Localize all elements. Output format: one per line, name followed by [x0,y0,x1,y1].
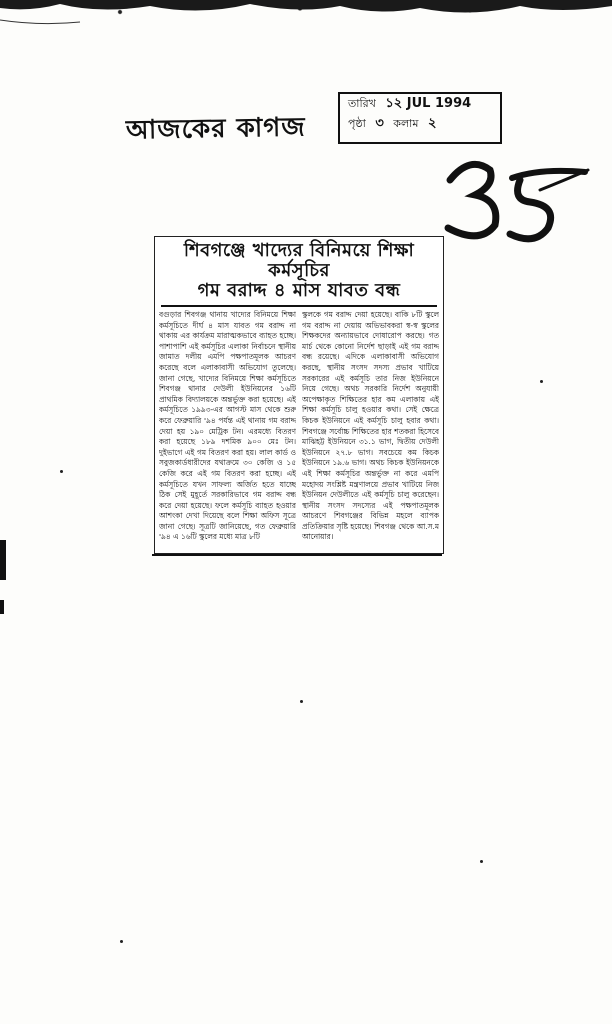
stamp-date-label: তারিখ [348,97,376,110]
headline-line-1: শিবগঞ্জে খাদ্যের বিনিময়ে শিক্ষা কর্মসূচির [183,240,415,281]
ink-speck [480,860,483,863]
ink-speck [300,700,303,703]
stamp-page-value: ৩ [375,116,384,131]
article-column-2: স্কুলকে গম বরাদ্দ দেয়া হয়েছে। বাকি ৮টি স্কুলে গম বরাদ্দ না দেয়ায় অভিভাবকরা স্ব-স্ব স্কুলের শিক্ষকদের অন্যায়ভাবে দোষারোপ করছে। গত মার্চ থেকে কোনো নির্দেশ ছাড়াই এই গম বরাদ্দ বন্ধ রয়েছে। এদিকে এলাকাবাসী অভিযোগ করছে, স্থানীয় সংসদ সদস্য প্রভাব খাটিয়ে সরকারের এই কর্মসূচি তার নিজ ইউনিয়নে নিয়ে গেছে। অথচ সরকারি নির্দেশ অনুযায়ী অপেক্ষাকৃত শিক্ষিতের হার কম এলাকায় এই শিক্ষা কর্মসূচি চালু হওয়ার কথা। সেই ক্ষেত্রে কিচক ইউনিয়নে এই কর্মসূচি চালু হবার কথা। শিবগঞ্জে সর্বোচ্চ শিক্ষিতের হার শতকরা হিসেবে মাঝিহট্ট ইউনিয়নে ৩১.১ ভাগ, দ্বিতীয় দেউলী ইউনিয়নে ২৭.৮ ভাগ। সবচেয়ে কম কিচক ইউনিয়নে ১৯.৬ ভাগ। অথচ কিচক ইউনিয়নকে এই শিক্ষা কর্মসূচির অন্তর্ভুক্ত না করে এমপি মহোদয় সংশ্লিষ্ট মন্ত্রণালয়ে প্রভাব খাটিয়ে নিজ ইউনিয়ন দেউলীতে এই কর্মসূচি চালু করেছেন। স্থানীয় সংসদ সদস্যের এই পক্ষপাতমূলক আচরণে শিবগঞ্জের বিভিন্ন মহলে ব্যাপক প্রতিক্রিয়ার সৃষ্টি হয়েছে। শিবগঞ্জ থেকে আ.স.ম আনোয়ার। [302,310,439,542]
left-edge-mark [0,600,4,614]
stamp-date-value: ১২ JUL 1994 [385,96,472,111]
stamp-page-row [340,114,500,134]
ink-speck [60,470,63,473]
left-edge-mark [0,540,6,580]
ink-speck [120,940,123,943]
date-stamp [338,92,502,144]
torn-top-edge [0,0,612,40]
stamp-page-label: পৃষ্ঠা [348,117,366,130]
stamp-column-label: কলাম [393,117,419,130]
article-column-1: বগুড়ার শিবগঞ্জ থানায় খাদ্যের বিনিময়ে শিক্ষা কর্মসূচিতে দীর্ঘ ৪ মাস যাবত গম বরাদ্দ না থাকায় এর কার্যক্রম মারাত্মকভাবে ব্যাহত হচ্ছে। পাশাপাশি এই কর্মসূচির এলাকা নির্বাচনে স্থানীয় জামাত দলীয় এমপি পক্ষপাতমূলক আচরণ করেছে বলে এলাকাবাসী অভিযোগ তুলেছে। জানা গেছে, খাদ্যের বিনিময়ে শিক্ষা কর্মসূচিতে শিবগঞ্জ থানার দেউলী ইউনিয়নের ১৬টি প্রাথমিক বিদ্যালয়কে অন্তর্ভুক্ত করা হয়েছে। এই কর্মসূচিতে ১৯৯৩-এর আগস্ট মাস থেকে শুরু করে ফেব্রুয়ারি '৯৪ পর্যন্ত এই থানায় গম বরাদ্দ দেয়া হয় ১৯০ মেট্রিক টন। এরমধ্যে বিতরণ করা হয়েছে ১৮৯ দশমিক ৯০০ মেঃ টন। দুইভাগে এই গম বিতরণ করা হয়। লাল কার্ড ও সবুজকার্ডধারীদের যথাক্রমে ৩০ কেজি ও ১৫ কেজি করে এই গম বিতরণ করা হচ্ছে। এই কর্মসূচিতে যখন সাফল্য অর্জিত হতে যাচ্ছে ঠিক সেই মুহূর্তে সরকারিভাবে গম বরাদ্দ বন্ধ করে দেয়া হয়েছে। ফলে কর্মসূচি ব্যাহত হওয়ার আশংকা দেখা দিয়েছে বলে শিক্ষা অফিস সূত্রে জানা গেছে। সূত্রটি জানিয়েছে, গত ফেব্রুয়ারি '৯৪ এ ১৬টি স্কুলের মধ্যে মাত্র ৮টি [159,310,296,542]
stamp-date-row [340,94,500,114]
news-clipping [154,236,444,554]
newspaper-masthead: আজকের কাগজ [125,112,306,146]
ink-speck [540,380,543,383]
article-headline [161,241,437,307]
headline-line-2: গম বরাদ্দ ৪ মাস যাবত বন্ধ [197,280,401,301]
handwritten-number [440,150,590,250]
torn-edge-graphic [0,0,612,40]
stamp-column-value: ২ [427,116,437,131]
article-body [155,307,443,572]
clipping-bottom-rule [152,554,442,556]
